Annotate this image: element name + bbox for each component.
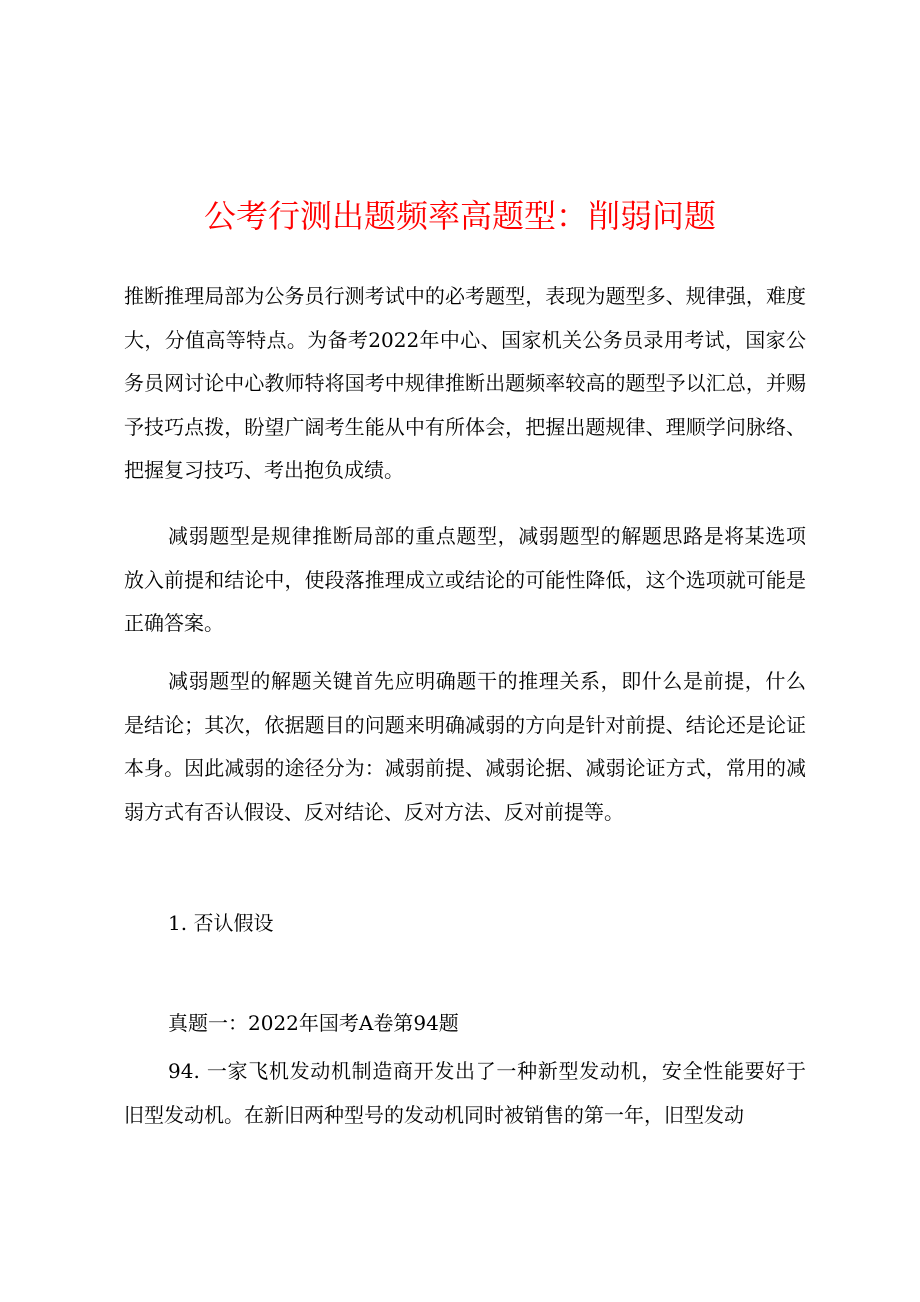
weakening-definition-paragraph: 减弱题型是规律推断局部的重点题型，减弱题型的解题思路是将某选项放入前提和结论中，使段落推理成立或结论的可能性降低，这个选项就可能是正确答案。: [124, 524, 806, 636]
weakening-method-paragraph: 减弱题型的解题关键首先应明确题干的推理关系，即什么是前提，什么是结论；其次，依据题目的问题来明确减弱的方向是针对前提、结论还是论证本身。因此减弱的途径分为：减弱前提、减弱论据、减弱论证方式，常用的减弱方式有否认假设、反对结论、反对方法、反对前提等。: [124, 669, 806, 824]
question-source: 真题一：2022年国考A卷第94题: [168, 1011, 459, 1035]
intro-paragraph: 推断推理局部为公务员行测考试中的必考题型，表现为题型多、规律强，难度大，分值高等特点。为备考2022年中心、国家机关公务员录用考试，国家公务员网讨论中心教师特将国考中规律推断出题频率较高的题型予以汇总，并赐予技巧点拨，盼望广阔考生能从中有所体会，把握出题规律、理顺学问脉络、把握复习技巧、考出抱负成绩。: [124, 284, 806, 483]
question-text: 94. 一家飞机发动机制造商开发出了一种新型发动机，安全性能要好于旧型发动机。在新旧两种型号的发动机同时被销售的第一年，旧型发动: [124, 1059, 806, 1127]
section-heading: 1. 否认假设: [168, 911, 274, 935]
document-title: 公考行测出题频率高题型：削弱问题: [203, 197, 716, 235]
